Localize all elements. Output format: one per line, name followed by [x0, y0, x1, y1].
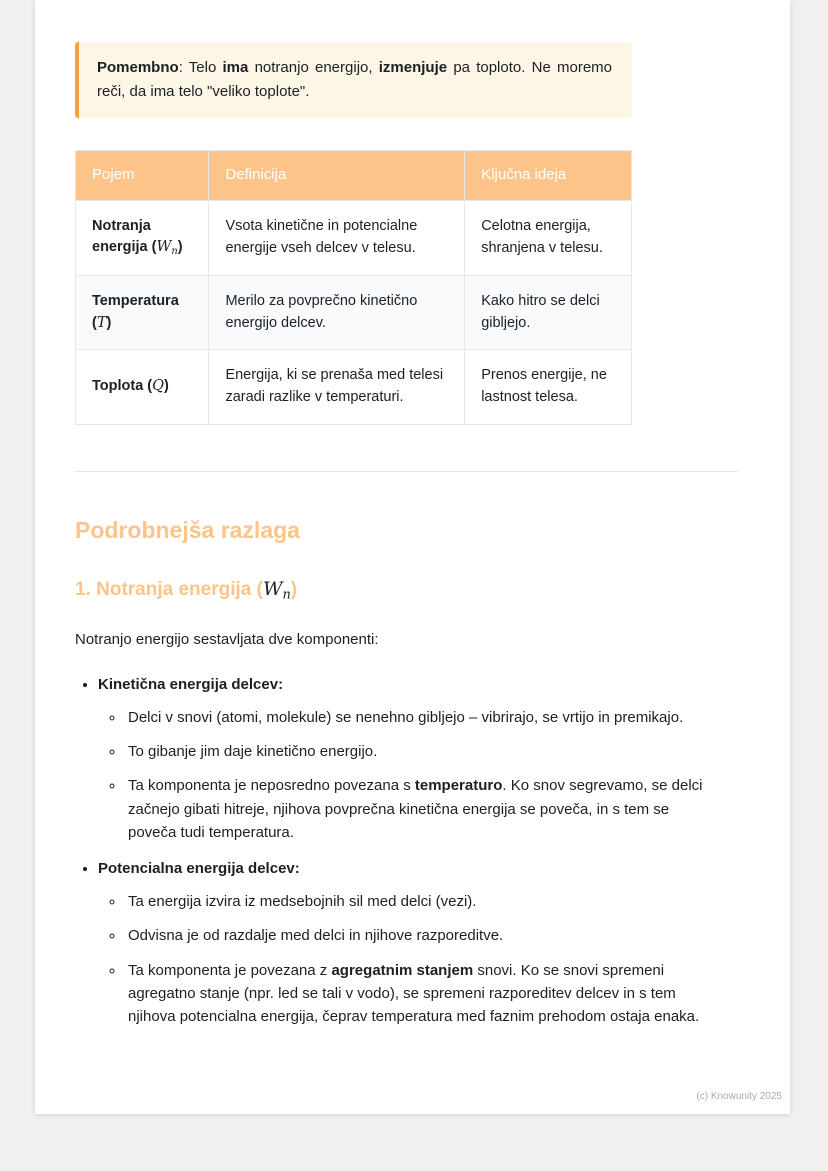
term-cell: Toplota (Q)	[76, 350, 209, 425]
col-header-pojem: Pojem	[76, 151, 209, 201]
definition-cell: Merilo za povprečno kinetično energijo delcev.	[209, 275, 465, 350]
callout-text: Pomembno: Telo ima notranjo energijo, izmenjuje pa toploto. Ne moremo reči, da ima telo "veliko toplote".	[97, 59, 613, 100]
intro-paragraph: Notranjo energijo sestavljata dve komponenti:	[75, 631, 379, 649]
watermark: (c) Knowunity 2025	[696, 1091, 782, 1103]
sub-list-item: ◦ Delci v snovi (atomi, molekule) se nenehno gibljejo – vibrirajo, se vrtijo in premikajo.	[125, 706, 705, 729]
table-row-notranja-energija	[76, 200, 632, 275]
concepts-table	[75, 150, 632, 425]
table-header-row	[76, 151, 632, 201]
key-idea-cell: Prenos energije, ne lastnost telesa.	[465, 350, 632, 425]
key-idea-cell: Kako hitro se delci gibljejo.	[465, 275, 632, 350]
list-item-potencialna	[98, 860, 750, 1028]
sub-list-item: ◦ Ta energija izvira iz medsebojnih sil med delci (vezi).	[125, 890, 705, 913]
sub-list	[98, 890, 750, 1028]
document-page	[35, 0, 790, 1114]
col-header-definicija: Definicija	[209, 151, 465, 201]
list-item-title: Potencialna energija delcev:	[98, 860, 300, 878]
definition-cell: Energija, ki se prenaša med telesi zaradi razlike v temperaturi.	[209, 350, 465, 425]
subsection-heading: 1. Notranja energija (Wn)	[75, 577, 298, 603]
term-cell: Temperatura (T)	[76, 275, 209, 350]
section-divider	[75, 471, 738, 472]
sub-list-item: ◦ Ta komponenta je povezana z agregatnim stanjem snovi. Ko se snovi spremeni agregatno stanje (npr. led se tali v vodo), se spremeni razporeditev delcev in s tem njihova potencialna energija, čeprav temperatura med faznim prehodom ostaja enaka.	[125, 959, 705, 1029]
table-row-toplota	[76, 350, 632, 425]
term-cell: Notranja energija (Wn)	[76, 200, 209, 275]
definition-cell: Vsota kinetične in potencialne energije vseh delcev v telesu.	[209, 200, 465, 275]
table-row-temperatura	[76, 275, 632, 350]
list-item-kineticna	[98, 676, 750, 844]
key-idea-cell: Celotna energija, shranjena v telesu.	[465, 200, 632, 275]
sub-list	[98, 706, 750, 844]
sub-list-item: ◦ Odvisna je od razdalje med delci in njihove razporeditve.	[125, 924, 705, 947]
sub-list-item: ◦ To gibanje jim daje kinetično energijo.	[125, 740, 705, 763]
list-item-title: Kinetična energija delcev:	[98, 675, 284, 693]
sub-list-item: ◦ Ta komponenta je neposredno povezana s temperaturo. Ko snov segrevamo, se delci začnejo gibati hitreje, njihova povprečna kinetična energija se poveča, in s tem se poveča tudi temperatura.	[125, 774, 705, 844]
section-heading: Podrobnejša razlaga	[75, 516, 300, 543]
important-callout	[75, 42, 632, 118]
col-header-kljucna-ideja: Ključna ideja	[465, 151, 632, 201]
components-list	[75, 676, 750, 1029]
